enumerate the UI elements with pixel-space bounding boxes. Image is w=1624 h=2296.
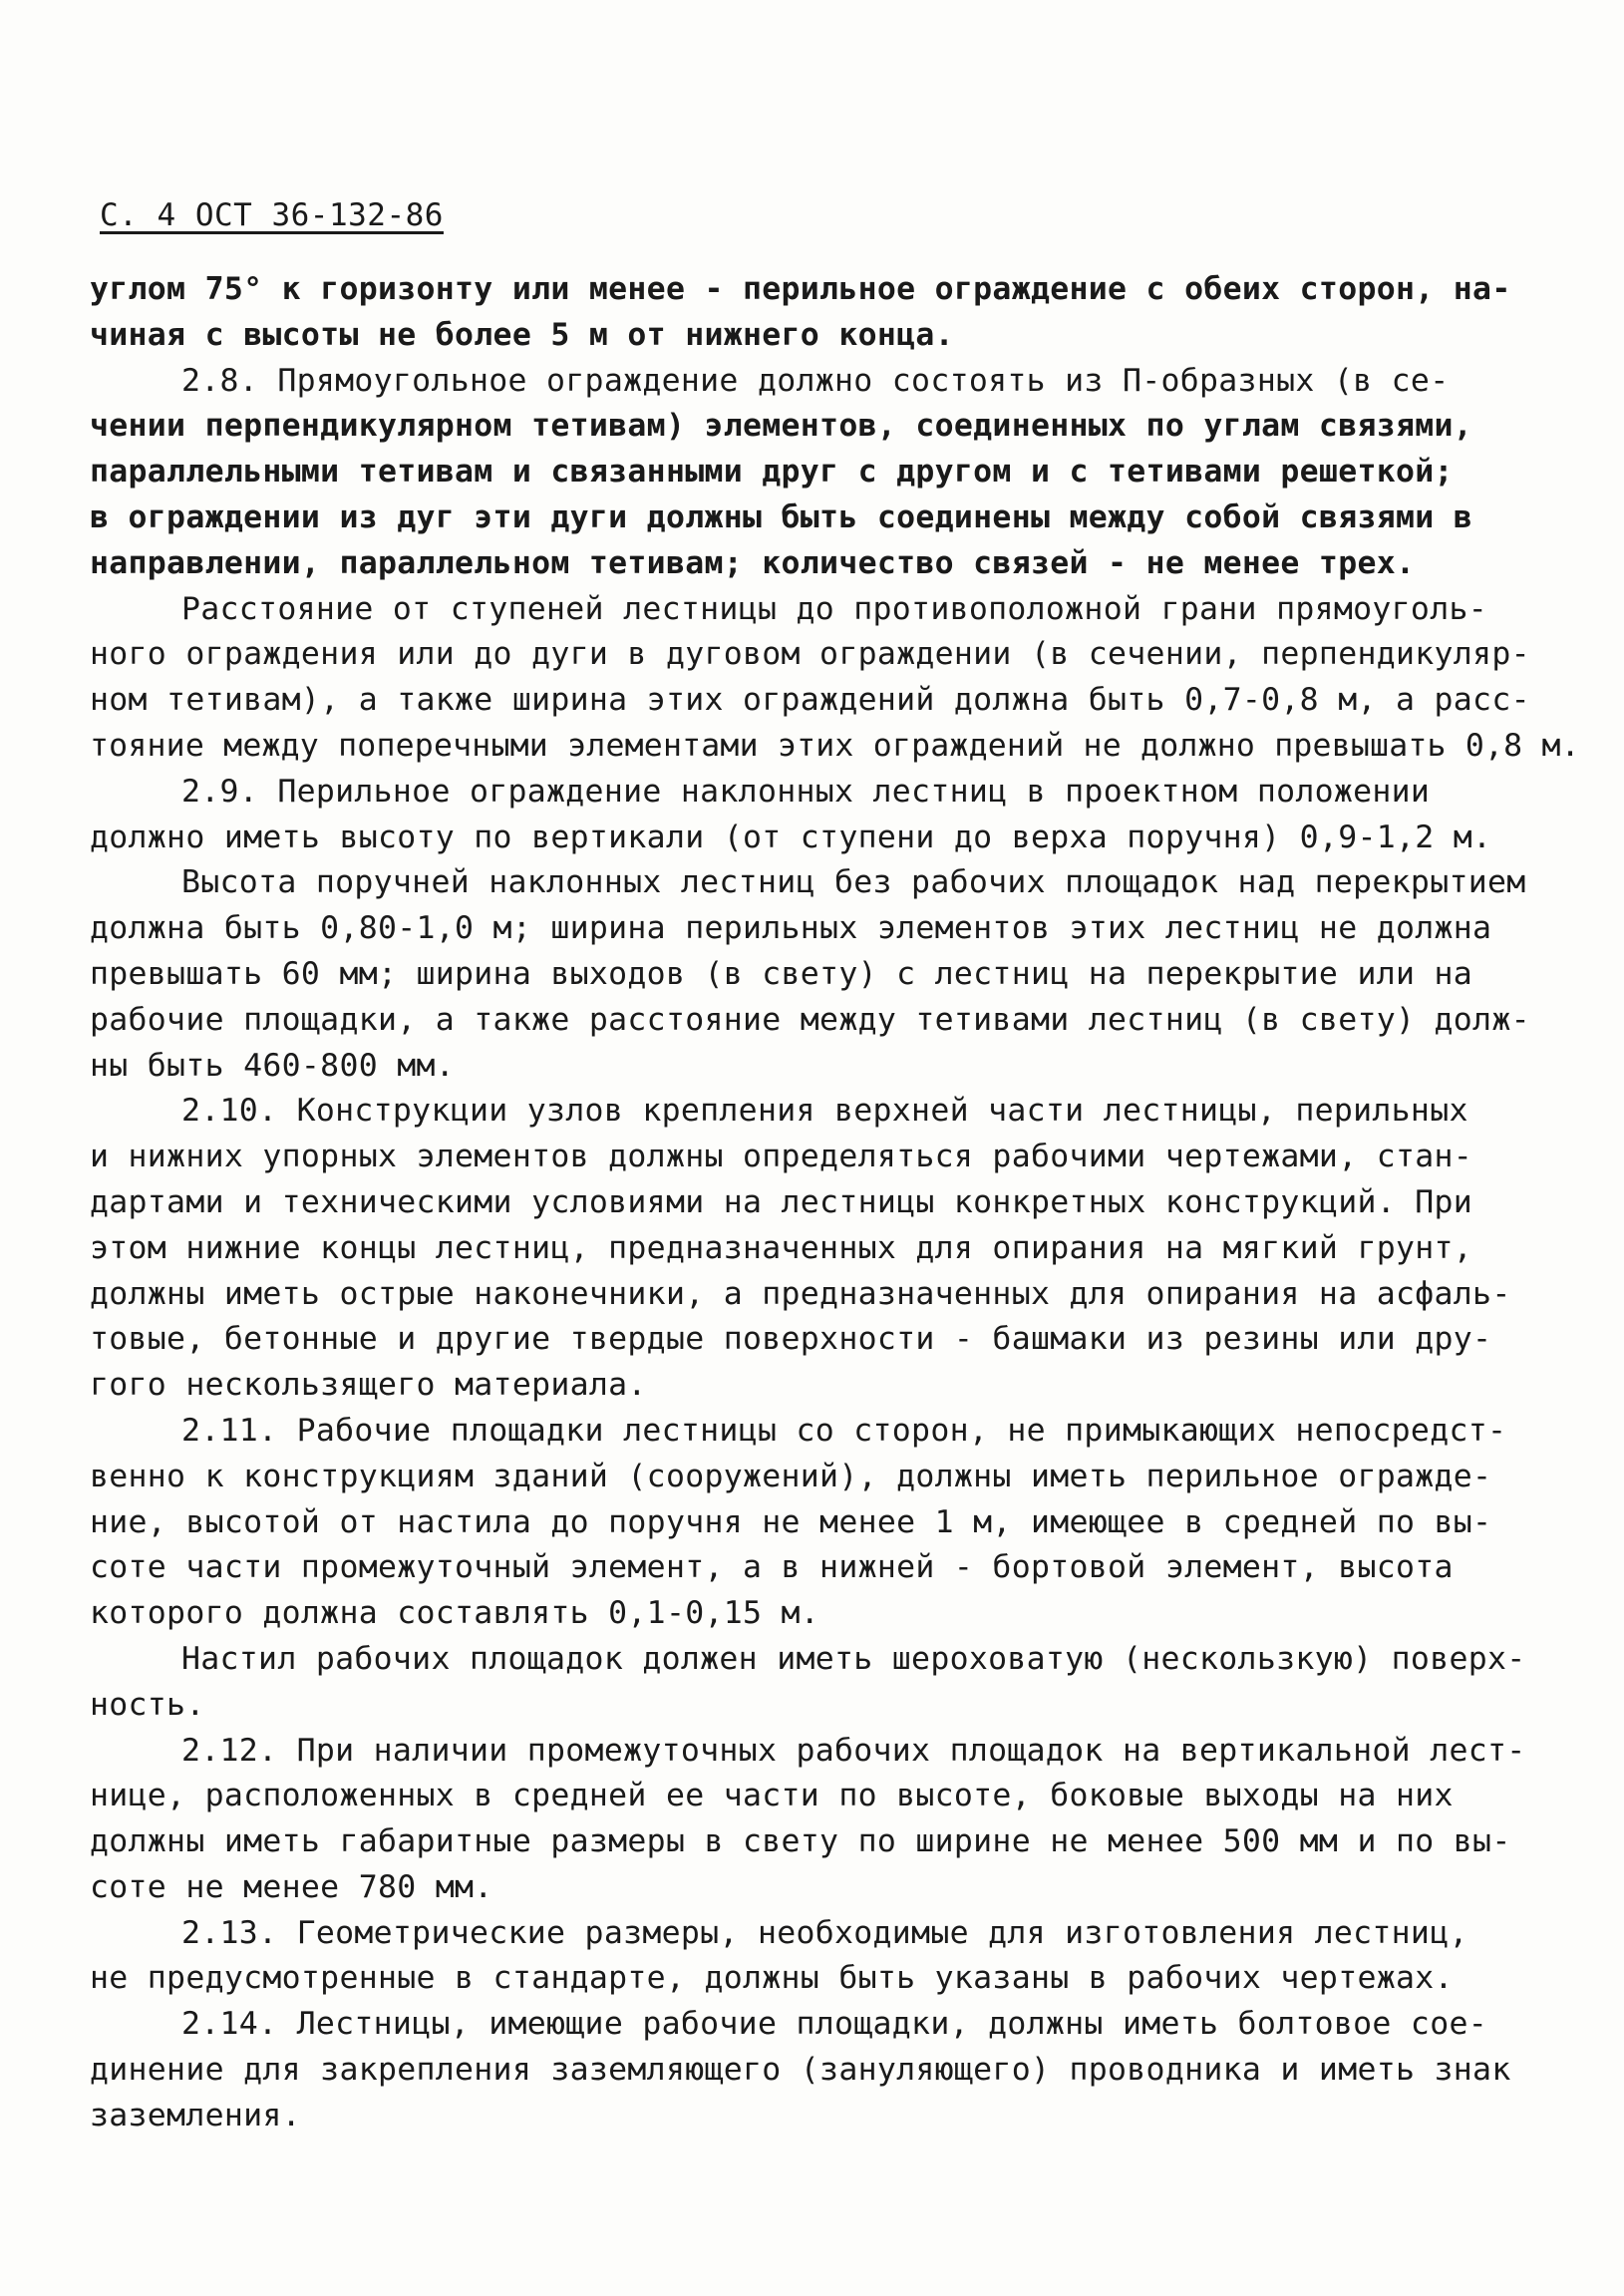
- text-line: ном тетивам), а также ширина этих ограждений должна быть 0,7-0,8 м, а расс-: [90, 682, 1530, 719]
- text-line: заземления.: [90, 2097, 301, 2133]
- text-line: в ограждении из дуг эти дуги должны быть соединены между собой связями в: [90, 498, 1473, 535]
- text-line: венно к конструкциям зданий (сооружений), должны иметь перильное огражде-: [90, 1458, 1492, 1494]
- text-line: 2.10. Конструкции узлов крепления верхней части лестницы, перильных: [181, 1093, 1468, 1130]
- text-line: должно иметь высоту по вертикали (от ступени до верха поручня) 0,9-1,2 м.: [90, 819, 1492, 855]
- text-line: Расстояние от ступеней лестницы до противоположной грани прямоуголь-: [181, 590, 1487, 627]
- text-line: превышать 60 мм; ширина выходов (в свету) с лестниц на перекрытие или на: [90, 955, 1473, 992]
- text-line: этом нижние концы лестниц, предназначенных для опирания на мягкий грунт,: [90, 1229, 1473, 1266]
- text-line: ние, высотой от настила до поручня не менее 1 м, имеющее в средней по вы-: [90, 1503, 1492, 1540]
- text-line: должна быть 0,80-1,0 м; ширина перильных элементов этих лестниц не должна: [90, 910, 1492, 947]
- text-line: которого должна составлять 0,1-0,15 м.: [90, 1595, 820, 1632]
- text-line: должны иметь острые наконечники, а предназначенных для опирания на асфаль-: [90, 1275, 1511, 1312]
- page-header: С. 4 ОСТ 36-132-86: [100, 197, 444, 233]
- text-line: ны быть 460-800 мм.: [90, 1047, 456, 1084]
- text-line: должны иметь габаритные размеры в свету по ширине не менее 500 мм и по вы-: [90, 1823, 1511, 1860]
- text-line: 2.11. Рабочие площадки лестницы со сторон, не примыкающих непосредст-: [181, 1412, 1507, 1449]
- text-line: 2.12. При наличии промежуточных рабочих площадок на вертикальной лест-: [181, 1732, 1526, 1769]
- text-line: ность.: [90, 1686, 205, 1723]
- text-line: гого нескользящего материала.: [90, 1367, 647, 1404]
- document-body: [90, 267, 1580, 2139]
- text-line: Настил рабочих площадок должен иметь шероховатую (нескользкую) поверх-: [181, 1640, 1526, 1677]
- text-line: не предусмотренные в стандарте, должны быть указаны в рабочих чертежах.: [90, 1960, 1454, 1997]
- text-line: углом 75° к горизонту или менее - перильное ограждение с обеих сторон, на-: [90, 271, 1511, 307]
- text-line: чении перпендикулярном тетивам) элементов, соединенных по углам связями,: [90, 408, 1473, 445]
- text-line: динение для закрепления заземляющего (зануляющего) проводника и иметь знак: [90, 2052, 1511, 2089]
- text-line: соте не менее 780 мм.: [90, 1868, 493, 1905]
- text-line: 2.14. Лестницы, имеющие рабочие площадки, должны иметь болтовое сое-: [181, 2006, 1487, 2043]
- text-line: товые, бетонные и другие твердые поверхности - башмаки из резины или дру-: [90, 1321, 1492, 1358]
- text-line: дартами и техническими условиями на лестницы конкретных конструкций. При: [90, 1183, 1473, 1220]
- text-line: 2.8. Прямоугольное ограждение должно состоять из П-образных (в се-: [181, 362, 1450, 399]
- text-line: ного ограждения или до дуги в дуговом ограждении (в сечении, перпендикуляр-: [90, 636, 1530, 673]
- text-line: тояние между поперечными элементами этих ограждений не должно превышать 0,8 м.: [90, 727, 1580, 764]
- text-line: 2.13. Геометрические размеры, необходимые для изготовления лестниц,: [181, 1914, 1468, 1951]
- text-line: рабочие площадки, а также расстояние между тетивами лестниц (в свету) долж-: [90, 1001, 1530, 1038]
- text-line: Высота поручней наклонных лестниц без рабочих площадок над перекрытием: [181, 864, 1526, 901]
- text-line: соте части промежуточный элемент, а в нижней - бортовой элемент, высота: [90, 1549, 1454, 1586]
- text-line: нице, расположенных в средней ее части по высоте, боковые выходы на них: [90, 1778, 1454, 1814]
- text-line: направлении, параллельном тетивам; количество связей - не менее трех.: [90, 544, 1416, 581]
- text-line: и нижних упорных элементов должны определяться рабочими чертежами, стан-: [90, 1139, 1473, 1175]
- text-line: параллельными тетивам и связанными друг с другом и с тетивами решеткой;: [90, 454, 1454, 491]
- text-line: 2.9. Перильное ограждение наклонных лестниц в проектном положении: [181, 773, 1431, 810]
- text-line: чиная с высоты не более 5 м от нижнего конца.: [90, 316, 954, 353]
